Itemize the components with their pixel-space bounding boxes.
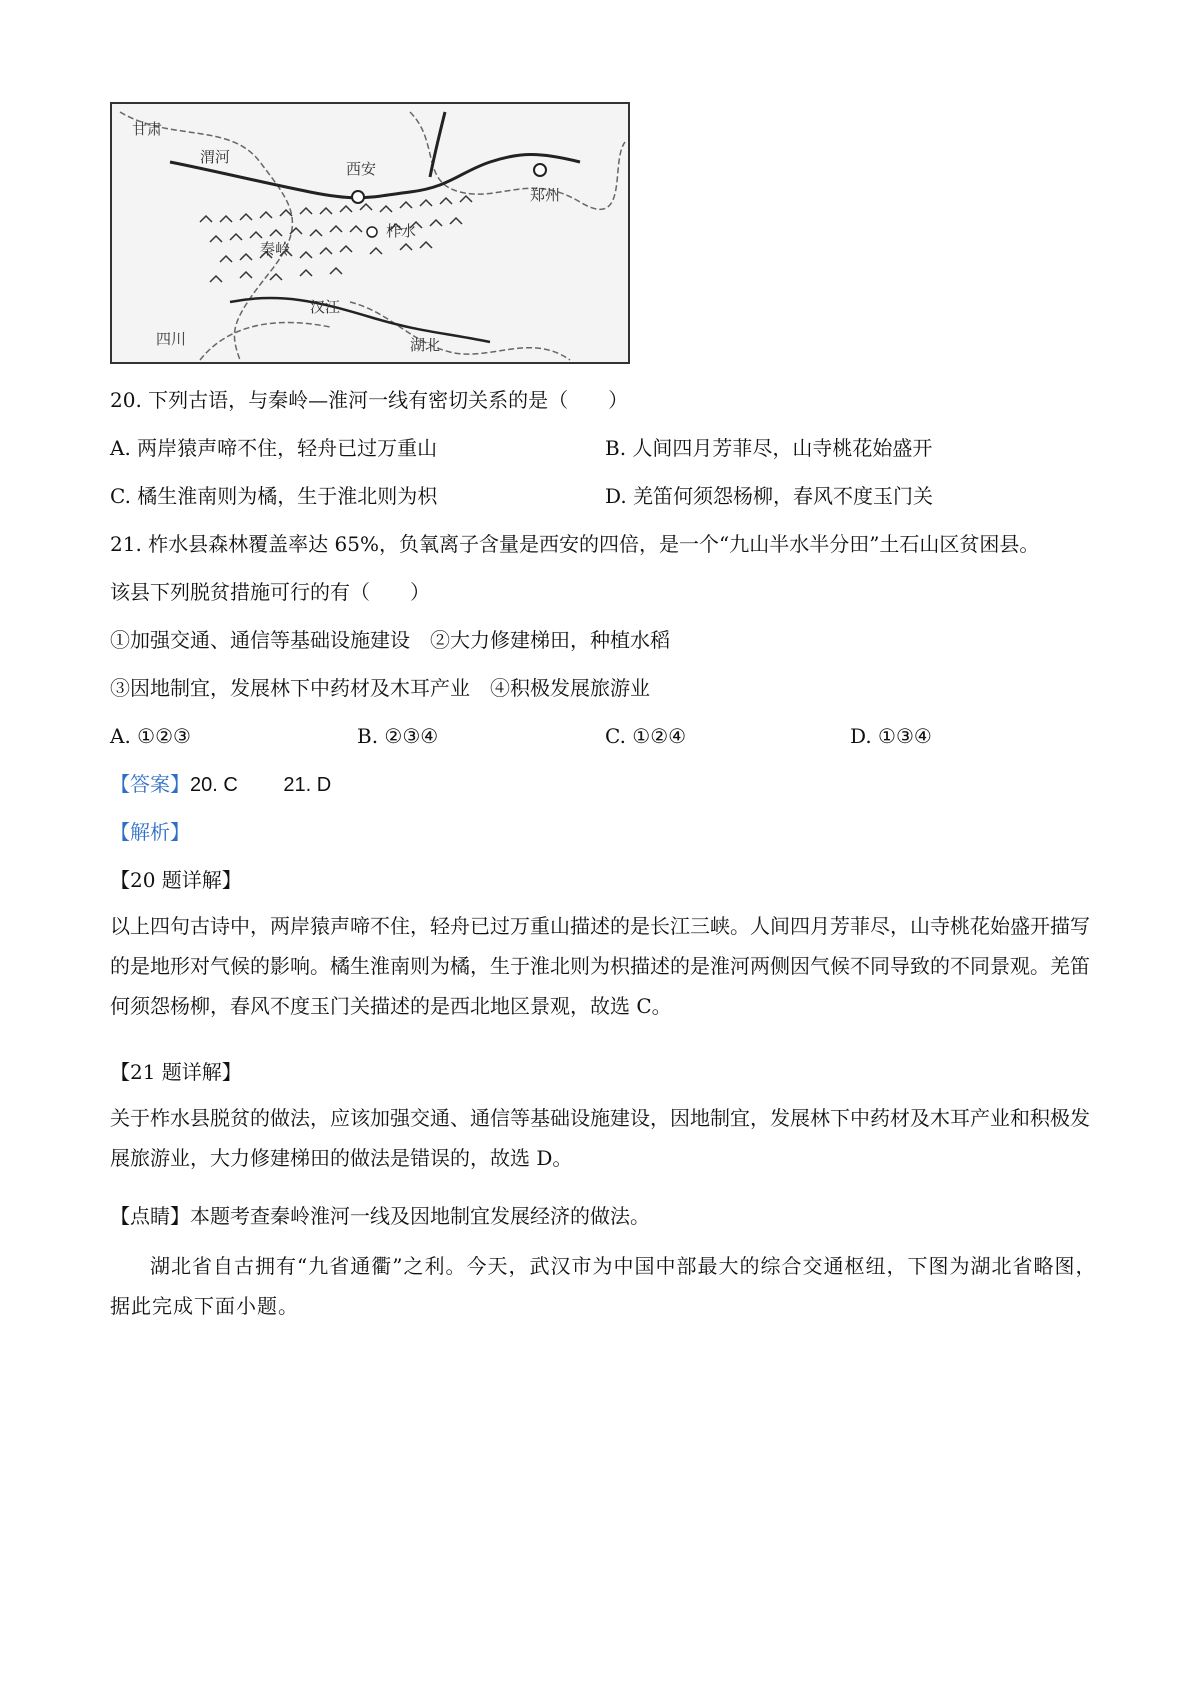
answer-text: 20. C 21. D (190, 774, 332, 796)
map-label-gansu: 甘肃 (132, 120, 163, 138)
detail21-text: 关于柞水县脱贫的做法，应该加强交通、通信等基础设施建设，因地制宜，发展林下中药材及木耳产业和积极发展旅游业，大力修建梯田的做法是错误的，故选 D。 (110, 1106, 1090, 1170)
map-label-zhengzhou: 郑州 (530, 186, 561, 204)
q20-option-a: A. 两岸猿声啼不住，轻舟已过万重山 (110, 436, 438, 460)
q20-stem: 20. 下列古语，与秦岭—淮河一线有密切关系的是（ ） (110, 388, 629, 412)
intro-text: 湖北省自古拥有“九省通衢”之利。今天，武汉市为中国中部最大的综合交通枢纽，下图为湖北省略图，据此完成下面小题。 (110, 1254, 1097, 1318)
map-figure (110, 102, 630, 364)
detail20-heading: 【20 题详解】 (110, 868, 242, 892)
q20-option-c: C. 橘生淮南则为橘，生于淮北则为枳 (110, 484, 438, 508)
map-label-qinling: 秦岭 (260, 240, 291, 258)
q20-option-d: D. 羌笛何须怨杨柳，春风不度玉门关 (605, 484, 934, 508)
analysis-tag: 【解析】 (110, 820, 190, 844)
xian-marker (352, 191, 364, 203)
q21-option-a: A. ①②③ (110, 724, 191, 748)
q21-stem-line1: 21. 柞水县森林覆盖率达 65%，负氧离子含量是西安的四倍，是一个“九山半水半分田”土石山区贫困县。 (110, 532, 1040, 556)
q21-statements-2: ③因地制宜，发展林下中药材及木耳产业 ④积极发展旅游业 (110, 676, 650, 700)
comment-text: 【点睛】本题考查秦岭淮河一线及因地制宜发展经济的做法。 (110, 1204, 650, 1228)
answer-tag: 【答案】 (110, 772, 190, 796)
q21-stem-line2: 该县下列脱贫措施可行的有（ ） (110, 580, 430, 604)
answer-line (110, 770, 331, 799)
zhengzhou-marker (534, 164, 546, 176)
map-label-hanjiang: 汉江 (310, 298, 341, 316)
map-label-hubei: 湖北 (410, 336, 441, 354)
map-label-sichuan: 四川 (156, 330, 187, 348)
q21-statements-1: ①加强交通、通信等基础设施建设 ②大力修建梯田，种植水稻 (110, 628, 670, 652)
detail20-text: 以上四句古诗中，两岸猿声啼不住，轻舟已过万重山描述的是长江三峡。人间四月芳菲尽，山寺桃花始盛开描写的是地形对气候的影响。橘生淮南则为橘，生于淮北则为枳描述的是淮河两侧因气候不同导致的不同景观。羌笛何须怨杨柳，春风不度玉门关描述的是西北地区景观，故选 C。 (110, 914, 1090, 1018)
q20-option-b: B. 人间四月芳菲尽，山寺桃花始盛开 (605, 436, 933, 460)
q21-option-b: B. ②③④ (357, 724, 439, 748)
q21-option-c: C. ①②④ (605, 724, 687, 748)
detail21-heading: 【21 题详解】 (110, 1060, 242, 1084)
map-label-zhashui: 柞水 (386, 222, 417, 240)
map-label-xian: 西安 (346, 160, 377, 178)
map-label-weihe: 渭河 (200, 148, 231, 166)
zhashui-marker (367, 227, 377, 237)
q21-option-d: D. ①③④ (850, 724, 932, 748)
